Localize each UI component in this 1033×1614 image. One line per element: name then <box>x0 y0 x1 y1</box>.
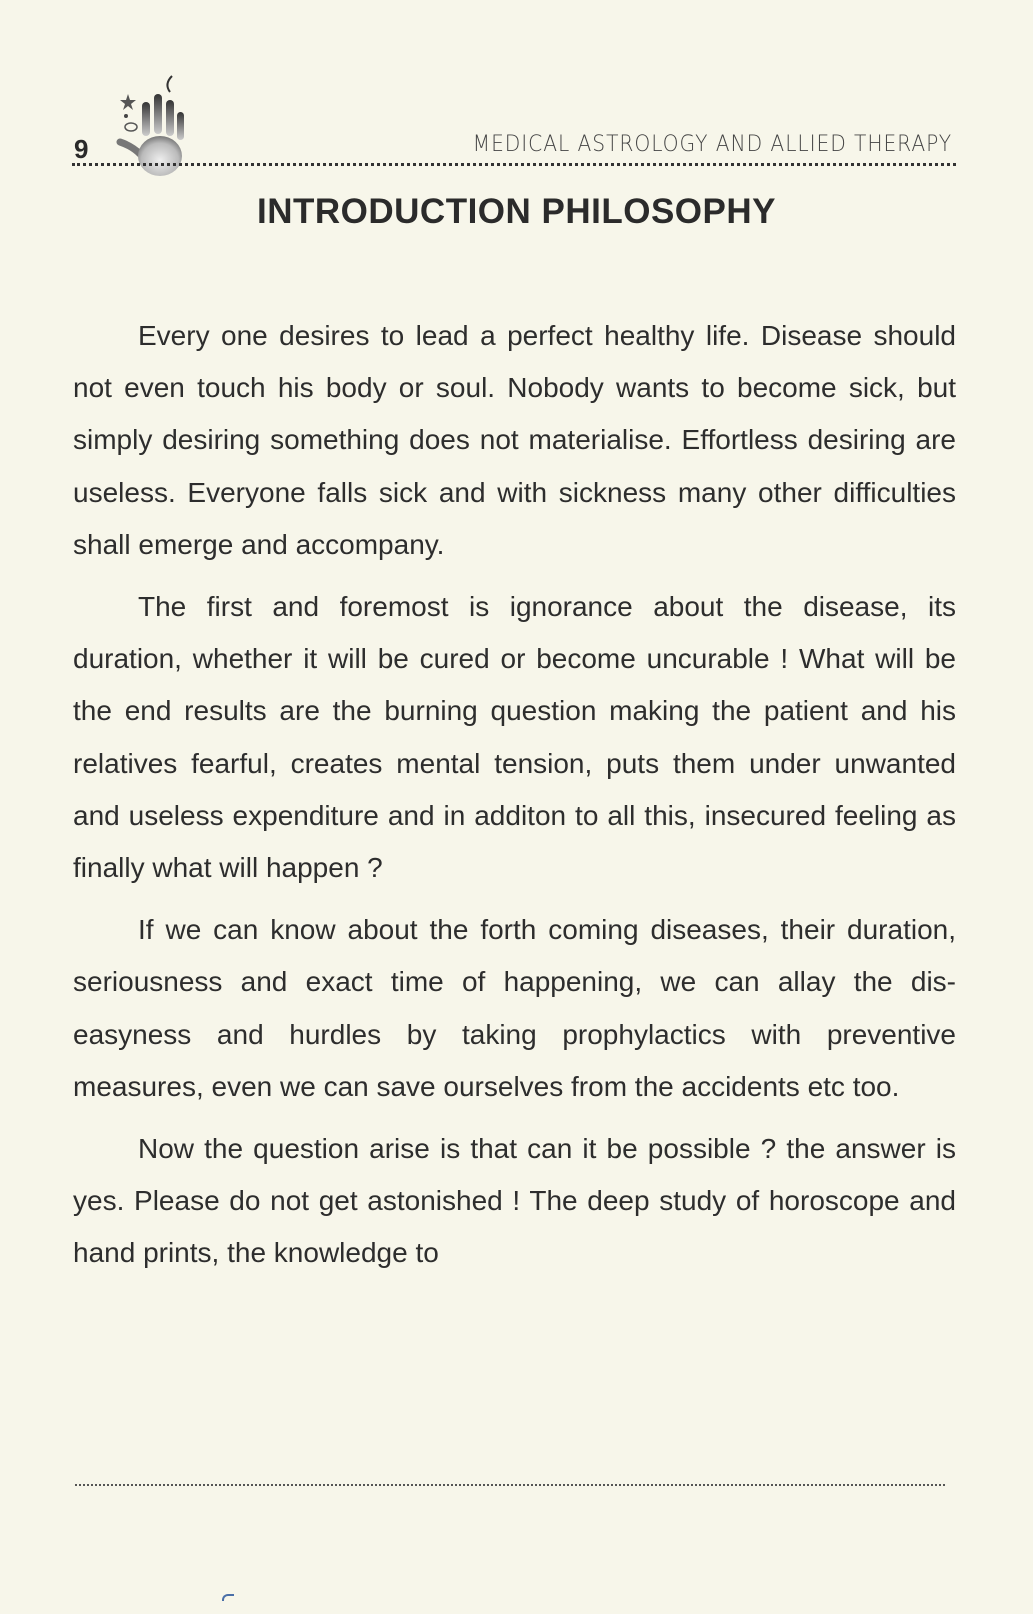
body-text <box>73 310 956 1290</box>
running-title: MEDICAL ASTROLOGY AND ALLIED THERAPY <box>472 132 952 157</box>
page-number: 9 <box>74 134 89 164</box>
paragraph: If we can know about the forth coming diseases, their duration, seriousness and exact time of happening, we can allay the dis-easyness and hurdles by taking prophylactics with preventive measures, even we can save ourselves from the accidents etc too. <box>73 914 956 1102</box>
paragraph: Now the question arise is that can it be possible ? the answer is yes. Please do not get astonished ! The deep study of horoscope and hand prints, the knowledge to <box>73 1133 956 1269</box>
ink-mark <box>222 1594 234 1601</box>
footer-dotted-rule <box>75 1484 945 1486</box>
header-dotted-rule <box>72 163 956 166</box>
chapter-title: INTRODUCTION PHILOSOPHY <box>256 192 777 231</box>
page-header <box>72 70 956 180</box>
paragraph: The first and foremost is ignorance about the disease, its duration, whether it will be cured or become uncurable ! What will be the end results are the burning question making the patient and his relatives fearful, creates mental tension, puts them under unwanted and useless expenditure and in additon to all this, insecured feeling as finally what will happen ? <box>73 591 956 884</box>
paragraph: Every one desires to lead a perfect healthy life. Disease should not even touch his body or soul. Nobody wants to become sick, but simply desiring something does not materialise. Effortless desiring are useless. Everyone falls sick and with sickness many other difficulties shall emerge and accompany. <box>73 320 956 560</box>
